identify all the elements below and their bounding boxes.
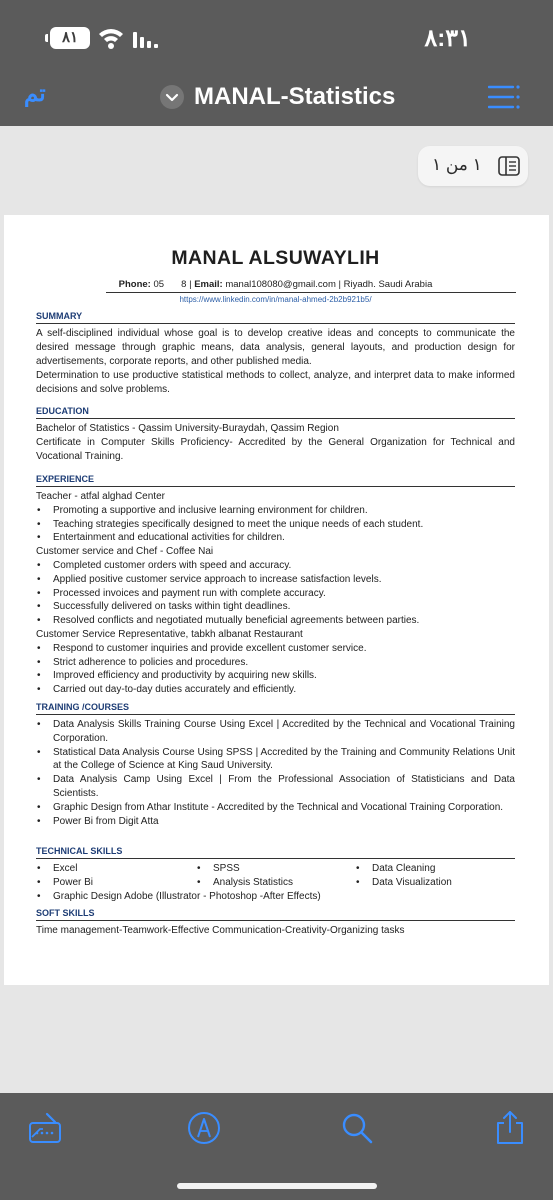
list-item: • Applied positive customer service approach to increase satisfaction levels.	[36, 573, 515, 587]
list-item: • Completed customer orders with speed and accuracy.	[36, 559, 515, 573]
education-line: Certificate in Computer Skills Proficiency- Accredited by the General Organization for Technical and Vocational Training.	[36, 436, 515, 462]
job-title: Customer service and Chef - Coffee Nai	[36, 546, 214, 558]
page-indicator[interactable]	[418, 146, 528, 186]
page-thumbnail-icon	[498, 156, 520, 176]
summary-section	[36, 310, 515, 397]
training-list	[36, 718, 515, 828]
list-item: • Entertainment and educational activities for children.	[36, 531, 515, 545]
resume-name: MANAL ALSUWAYLIH	[171, 247, 380, 269]
skill-item: • Power Bi	[36, 876, 93, 890]
search-icon[interactable]	[339, 1110, 375, 1146]
job-title: Customer Service Representative, tabkh albanat Restaurant	[36, 628, 303, 640]
section-heading: EXPERIENCE	[36, 474, 95, 484]
divider	[36, 323, 515, 324]
section-heading: SOFT SKILLS	[36, 908, 95, 918]
list-item: • Teaching strategies specifically designed to meet the unique needs of each student.	[36, 518, 515, 532]
experience-section	[36, 473, 515, 697]
top-toolbar	[0, 0, 553, 126]
skills-list	[36, 890, 515, 904]
wifi-icon	[98, 26, 124, 50]
document-title[interactable]: MANAL-Statistics	[194, 83, 396, 110]
technical-skills-section	[36, 845, 515, 904]
job-duties	[36, 504, 515, 545]
chevron-down-icon[interactable]	[160, 85, 184, 109]
skill-item: • Analysis Statistics	[196, 876, 293, 890]
soft-skills-section	[36, 907, 515, 938]
section-heading: TECHNICAL SKILLS	[36, 846, 123, 856]
list-item: • Resolved conflicts and negotiated mutually beneficial agreements between parties.	[36, 614, 515, 628]
list-item: • Carried out day-to-day duties accurately and efficiently.	[36, 683, 515, 697]
skills-grid	[36, 862, 515, 890]
section-heading: TRAINING /COURSES	[36, 702, 130, 712]
list-item: • Data Analysis Skills Training Course Using Excel | Accredited by the Technical and Vocational Training Corporation.	[36, 718, 515, 746]
soft-skills-text: Time management-Teamwork-Effective Communication-Creativity-Organizing tasks	[36, 925, 405, 936]
status-bar	[0, 22, 553, 56]
divider	[36, 714, 515, 715]
divider	[36, 858, 515, 859]
education-section	[36, 405, 515, 464]
location: Riyadh. Saudi Arabia	[343, 279, 433, 290]
section-heading: SUMMARY	[36, 311, 83, 321]
home-indicator[interactable]	[177, 1183, 377, 1189]
skill-item: • Data Visualization	[355, 876, 452, 890]
contact-line: Phone: 05 8 | Email: manal108080@gmail.com | Riyadh. Saudi Arabia	[118, 279, 433, 290]
list-item: • Data Analysis Camp Using Excel | From the Professional Association of Statisticians and Data Scientists.	[36, 773, 515, 801]
list-item: • Statistical Data Analysis Course Using SPSS | Accredited by the Training and Community Relations Unit at the College of Science at King Saud University.	[36, 746, 515, 774]
navigation-bar	[0, 74, 553, 122]
email-value[interactable]: manal108080@gmail.com	[225, 279, 336, 290]
share-icon[interactable]	[492, 1110, 528, 1146]
clock: ٨:٣١	[424, 25, 471, 52]
list-item: • Power Bi from Digit Atta	[36, 815, 515, 829]
divider	[36, 486, 515, 487]
job-title: Teacher - atfal alghad Center	[36, 491, 165, 502]
job-duties	[36, 559, 515, 628]
skill-item: • Excel	[36, 862, 77, 876]
list-item: • Successfully delivered on tasks within tight deadlines.	[36, 600, 515, 614]
phone-label: Phone:	[118, 279, 151, 290]
markup-pen-icon[interactable]	[186, 1110, 222, 1146]
list-item: • Graphic Design from Athar Institute - Accredited by the Technical and Vocational Training Corporation.	[36, 801, 515, 815]
page-count-label: ١ من ١	[432, 155, 482, 174]
list-item: • Promoting a supportive and inclusive learning environment for children.	[36, 504, 515, 518]
email-label: Email:	[194, 279, 223, 290]
done-button[interactable]: تم	[24, 80, 46, 106]
skill-item: • SPSS	[196, 862, 240, 876]
summary-text: Determination to use productive statistical methods to collect, analyze, and interpret data to make informed decisions and solve problems.	[36, 369, 515, 395]
divider	[36, 920, 515, 921]
list-item: • Processed invoices and payment run with complete accuracy.	[36, 587, 515, 601]
education-line: Bachelor of Statistics - Qassim University-Buraydah, Qassim Region	[36, 423, 339, 434]
training-section	[36, 701, 515, 828]
job-duties	[36, 642, 515, 697]
list-item: • Improved efficiency and productivity by acquiring new skills.	[36, 669, 515, 683]
list-item: • Strict adherence to policies and procedures.	[36, 656, 515, 670]
document-page	[4, 215, 549, 985]
signal-icon	[132, 28, 162, 50]
skill-item: • Graphic Design Adobe (Illustrator - Photoshop -After Effects)	[36, 890, 515, 904]
battery-icon: ٨١	[50, 27, 90, 49]
list-item: • Respond to customer inquiries and provide excellent customer service.	[36, 642, 515, 656]
list-icon[interactable]	[488, 84, 520, 110]
phone-value: 05 8	[153, 279, 187, 290]
skill-item: • Data Cleaning	[355, 862, 435, 876]
linkedin-link[interactable]: https://www.linkedin.com/in/manal-ahmed-2b2b921b5/	[179, 295, 372, 304]
keyboard-icon[interactable]	[27, 1110, 63, 1146]
section-heading: EDUCATION	[36, 406, 89, 416]
summary-text: A self-disciplined individual whose goal is to develop creative ideas and concepts to communicate the desired message through graphic means, data analysis, general layouts, and production design for advertisements, corporate reports, and other published media.	[36, 328, 515, 367]
divider	[36, 418, 515, 419]
